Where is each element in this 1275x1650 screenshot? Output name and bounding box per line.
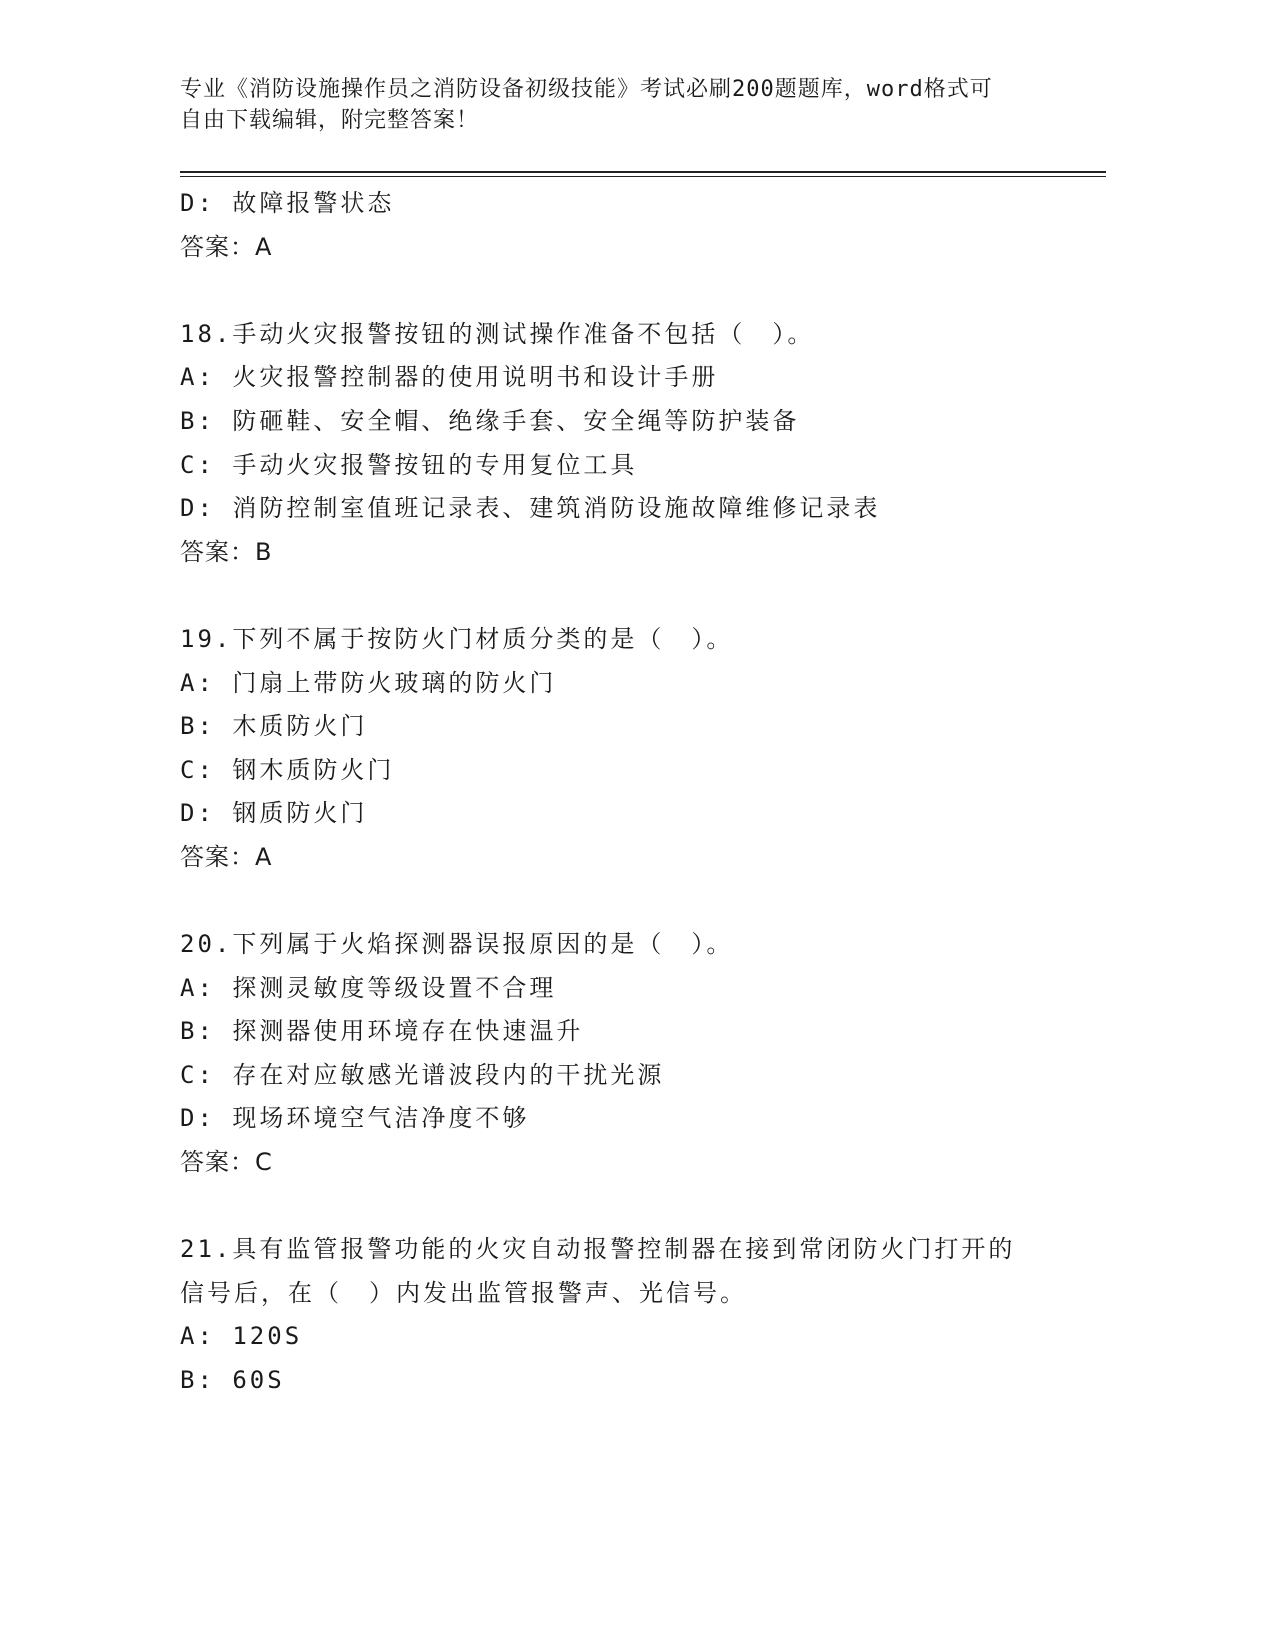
option-a: A: 120S: [180, 1322, 303, 1351]
document-header: [180, 74, 1040, 136]
spacer: [180, 574, 1080, 618]
option-b: B: 防砸鞋、安全帽、绝缘手套、安全绳等防护装备: [180, 406, 800, 435]
answer-text: 答案：A: [180, 842, 273, 871]
question-19: [180, 618, 1080, 880]
option-a: A: 门扇上带防火玻璃的防火门: [180, 668, 557, 697]
question-stem-line-2: 信号后，在（ ）内发出监管报警声、光信号。: [180, 1278, 747, 1307]
question-18: [180, 313, 1080, 575]
answer-text: 答案：B: [180, 537, 273, 566]
question-list: [180, 182, 1080, 1403]
answer-text: 答案：C: [180, 1148, 273, 1177]
option-b: B: 60S: [180, 1366, 285, 1395]
question-20: [180, 923, 1080, 1185]
answer-text: 答案：A: [180, 232, 273, 261]
header-line-1: 专业《消防设施操作员之消防设备初级技能》考试必刷200题题库，word格式可: [180, 77, 993, 102]
spacer: [180, 880, 1080, 924]
question-stem-line-1: 21.具有监管报警功能的火灾自动报警控制器在接到常闭防火门打开的: [180, 1235, 1016, 1264]
spacer: [180, 269, 1080, 313]
option-b: B: 探测器使用环境存在快速温升: [180, 1017, 584, 1046]
question-stem: 19.下列不属于按防火门材质分类的是（ ）。: [180, 624, 734, 653]
option-c: C: 手动火灾报警按钮的专用复位工具: [180, 450, 638, 479]
option-a: A: 探测灵敏度等级设置不合理: [180, 973, 557, 1002]
question-stem: 20.下列属于火焰探测器误报原因的是（ ）。: [180, 930, 734, 959]
header-line-2: 自由下载编辑，附完整答案！: [180, 108, 480, 133]
option-b: B: 木质防火门: [180, 712, 368, 741]
option-d: D: 钢质防火门: [180, 799, 368, 828]
question-stem: 18.手动火灾报警按钮的测试操作准备不包括（ ）。: [180, 319, 815, 348]
option-d: D: 消防控制室值班记录表、建筑消防设施故障维修记录表: [180, 494, 881, 523]
option-d: D: 故障报警状态: [180, 189, 395, 217]
option-a: A: 火灾报警控制器的使用说明书和设计手册: [180, 363, 719, 392]
header-divider: [180, 171, 1106, 177]
question-21: [180, 1228, 1080, 1402]
option-c: C: 存在对应敏感光谱波段内的干扰光源: [180, 1060, 665, 1089]
spacer: [180, 1185, 1080, 1229]
option-d: D: 现场环境空气洁净度不够: [180, 1104, 530, 1133]
option-c: C: 钢木质防火门: [180, 755, 395, 784]
previous-question-tail: [180, 182, 1080, 269]
